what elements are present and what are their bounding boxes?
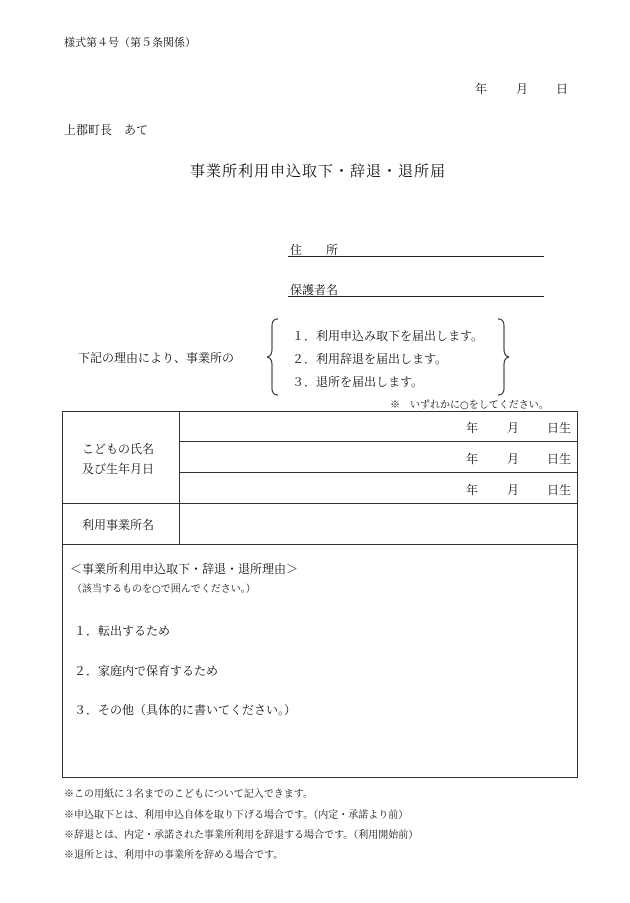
child-birth-year-label: 年 (466, 483, 479, 497)
child-label-birthdate: 及び生年月日 (82, 462, 155, 476)
addressee: 上郡町長 あて (64, 123, 149, 137)
child-birth-year-label: 年 (466, 452, 479, 466)
child-label-name: こどもの氏名 (82, 442, 155, 456)
options-note: ※ いずれかに○をしてください。 (390, 396, 549, 412)
guardian-name-field[interactable] (288, 296, 544, 297)
address-field[interactable] (288, 256, 544, 257)
footnote: ※申込取下とは、利用申込自体を取り下げる場合です。（内定・承諾より前） (64, 810, 409, 821)
section-divider (62, 544, 578, 545)
footnote: ※辞退とは、内定・承諾された事業所利用を辞退する場合です。（利用開始前） (64, 830, 419, 841)
reason-intro: 下記の理由により、事業所の (78, 351, 235, 365)
facility-name-field[interactable] (180, 505, 576, 542)
option-leave[interactable]: ３．退所を届出します。 (292, 375, 424, 389)
reason-option-moving[interactable]: １．転出するため (74, 624, 171, 638)
address-label: 住 所 (290, 243, 339, 257)
child-birth-day-label: 日生 (547, 452, 572, 466)
child-birth-day-label: 日生 (547, 421, 572, 435)
footnote: ※この用紙に３名までのこどもについて記入できます。 (64, 789, 313, 800)
section-divider (62, 503, 578, 504)
footnote: ※退所とは、利用中の事業所を辞める場合です。 (64, 850, 284, 861)
child-birth-year-label: 年 (466, 421, 479, 435)
right-brace-icon (496, 318, 510, 396)
reason-instruction: （該当するものを○で囲んでください。） (72, 584, 256, 595)
child-birth-month-label: 月 (507, 452, 520, 466)
option-withdraw[interactable]: １．利用申込み取下を届出します。 (292, 329, 484, 343)
reason-heading: ＜事業所利用申込取下・辞退・退所理由＞ (70, 562, 299, 576)
child-row-divider (179, 472, 578, 473)
date-year-label: 年 (475, 82, 488, 96)
date-day-label: 日 (556, 82, 569, 96)
child-birth-day-label: 日生 (547, 483, 572, 497)
form-number: 様式第４号（第５条関係） (64, 36, 196, 49)
form-title: 事業所利用申込取下・辞退・退所届 (190, 162, 447, 180)
option-decline[interactable]: ２．利用辞退を届出します。 (292, 352, 448, 366)
child-birth-month-label: 月 (507, 421, 520, 435)
facility-label: 利用事業所名 (82, 518, 155, 532)
child-row-divider (179, 441, 578, 442)
reason-option-home-care[interactable]: ２．家庭内で保育するため (74, 664, 219, 678)
child-birth-month-label: 月 (507, 483, 520, 497)
reason-option-other[interactable]: ３．その他（具体的に書いてください。） (74, 703, 297, 717)
date-month-label: 月 (516, 82, 529, 96)
left-brace-icon (266, 318, 280, 396)
guardian-name-label: 保護者名 (290, 283, 339, 297)
